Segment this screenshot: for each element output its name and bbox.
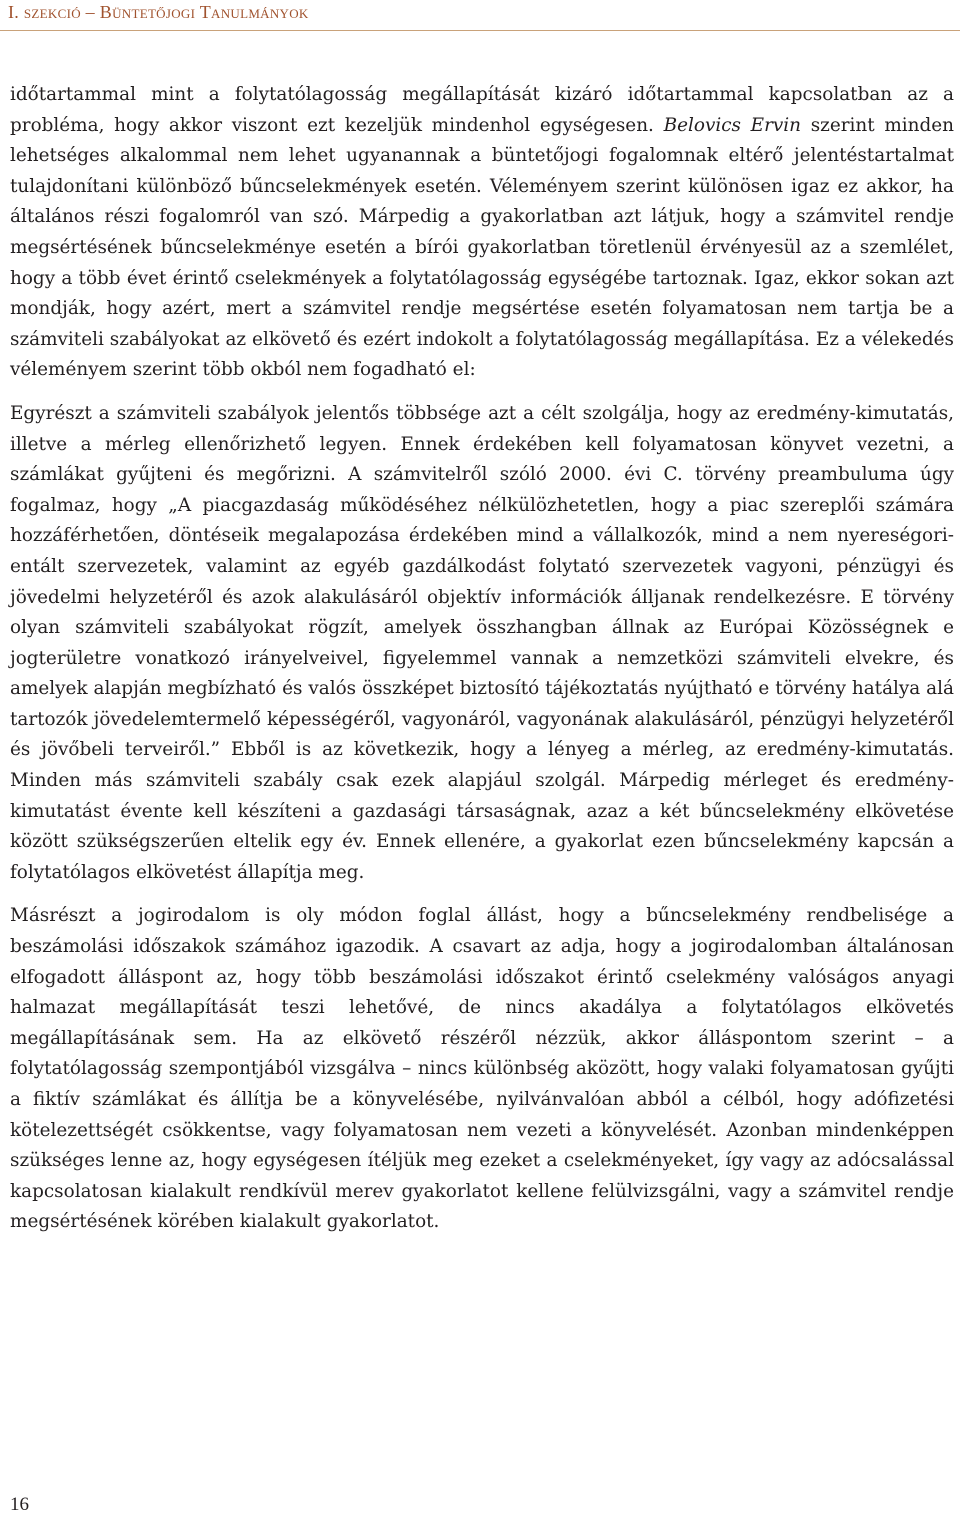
paragraph [10,80,954,386]
paragraph [10,399,954,889]
section-title: I. szekció – Büntetőjogi Tanulmányok [8,2,309,22]
paragraph [10,901,954,1238]
page-number: 16 [10,1494,29,1515]
author-name: Belovics Ervin [663,114,801,136]
text-segment: Másrészt a jogirodalom is oly módon foglal állást, hogy a bűncselekmény rendbelisége a beszámolási időszakok számához igazodik. A csavart az adja, hogy a jogirodalomban általánosan elfogadott álláspont az, hogy több beszámolási időszakot érintő cselekmény valóságos anyagi halmazat megállapítását teszi lehetővé, de nincs akadálya a folytatólagos elkövetés megállapításának sem. Ha az elkövető részéről nézzük, akkor álláspontom szerint – a folytatólagosság szempontjából vizsgálva – nincs különbség aközött, hogy valaki folyamatosan gyűjti a fiktív számlákat és állítja be a könyvelésébe, nyilvánvalóan abból a célból, hogy adófizetési kötelezettségét csökkentse, vagy folyamatosan nem vezeti a könyvelését. Azonban mindenképpen szükséges lenne az, hogy egységesen ítéljük meg ezeket a cselekményeket, így vagy az adócsalással kapcsolatosan kialakult rendkívül merev gyakorlatot kellene felülvizsgálni, vagy a számvitel rendje megsértésének körében kialakult gyakorlatot. [10,905,954,1233]
page-body [10,80,954,1238]
running-header [0,0,960,31]
text-segment: szerint minden lehetséges alkalommal nem lehet ugyanannak a büntetőjogi fogalomnak eltérő jelentéstartalmat tulajdonítani különböző bűncselekmények esetén. Véleményem szerint különösen igaz ez akkor, ha általános részi fogalomról van szó. Márpedig a gyakorlatban azt látjuk, hogy a számvitel rendje megsértésének bűncselekménye esetén a bírói gyakorlatban töretlenül érvényesül az a szemlélet, hogy a több évet érintő cselekmények a folytatólagosság egységébe tartoznak. Igaz, ekkor sokan azt mondják, hogy azért, mert a számvitel rendje megsértése esetén folyamatosan nem tartja be a számviteli szabályokat az elkövető és ezért indokolt a folytatólagosság megállapítása. Ez a vélekedés véleményem szerint több okból nem fogadható el: [10,114,954,381]
text-segment: Egyrészt a számviteli szabályok jelentős többsége azt a célt szolgálja, hogy az eredmény-kimutatás, illetve a mérleg ellenőrizhető legyen. Ennek érdekében kell folyamatosan könyvet vezetni, a számlákat gyűjteni és megőrizni. A számvitelről szóló 2000. évi C. törvény preambuluma úgy fogalmaz, hogy „A piacgazdaság működéséhez nélkülözhetetlen, hogy a piac szereplői számára hozzáférhetően, döntéseik megalapozása érdekében mind a vállalkozók, mind a nem nyereségorientált szervezetek, valamint az egyéb gazdálkodást folytató szervezetek vagyoni, pénzügyi és jövedelmi helyzetéről és azok alakulásáról objektív információk álljanak rendelkezésre. E törvény olyan számviteli szabályokat rögzít, amelyek összhangban állnak az Európai Közösségnek e jogterületre vonatkozó irányelveivel, figyelemmel vannak a nemzetközi számviteli elvekre, és amelyek alapján megbízható és valós összképet biztosító tájékoztatás nyújtható e törvény hatálya alá tartozók jövedelemtermelő képességéről, vagyonáról, vagyonának alakulásáról, pénzügyi helyzetéről és jövőbeli terveiről.” Ebből is az következik, hogy a lényeg a mérleg, az eredmény-kimutatás. Minden más számviteli szabály csak ezek alapjául szolgál. Márpedig mérleget és eredmény-kimutatást évente kell készíteni a gazdasági társaságnak, azaz a két bűncselekmény elkövetése között szükségszerűen eltelik egy év. Ennek ellenére, a gyakorlat ezen bűncselekmény kapcsán a folytatólagos elkövetést állapítja meg. [10,402,954,883]
text-segment: időtartammal mint a folytatólagosság megállapítását kizáró időtartammal kapcsolatban az a probléma, hogy akkor viszont ezt kezeljük mindenhol egységesen. [10,84,954,136]
